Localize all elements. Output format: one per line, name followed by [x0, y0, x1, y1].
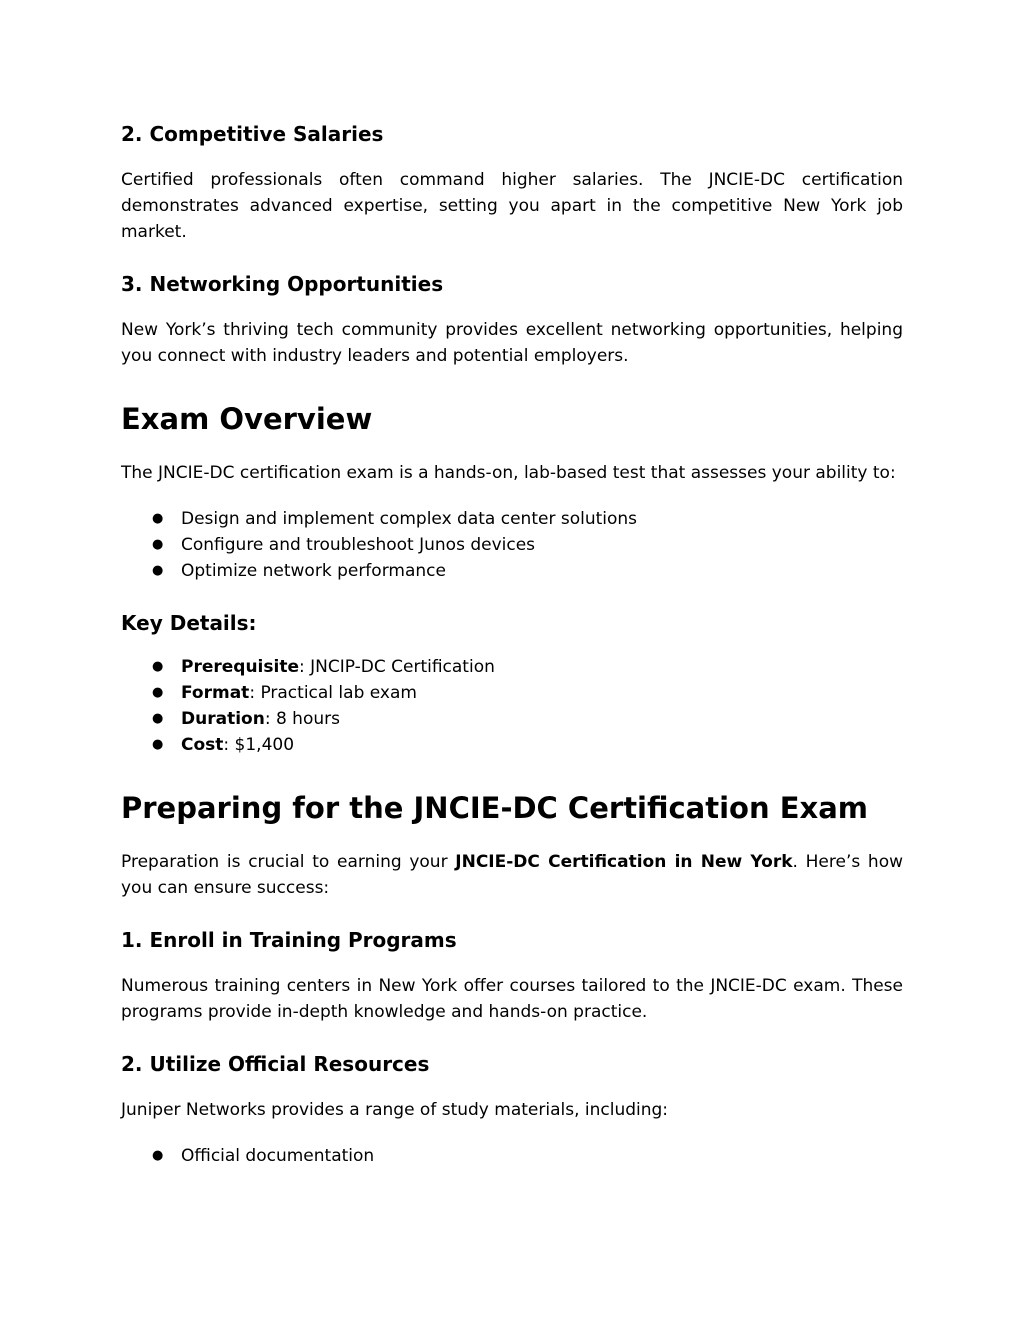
- detail-label: Cost: [181, 735, 224, 755]
- list-item: [121, 654, 903, 680]
- bullet-icon: ●: [152, 537, 164, 552]
- paragraph-official-resources: Juniper Networks provides a range of study materials, including:: [121, 1100, 669, 1120]
- bullet-icon: ●: [152, 685, 164, 700]
- detail-value: : $1,400: [223, 735, 295, 755]
- heading-enroll-training: 1. Enroll in Training Programs: [121, 928, 457, 952]
- detail-label: Duration: [181, 709, 265, 729]
- detail-label: Format: [181, 683, 250, 703]
- exam-overview-list: [121, 506, 903, 584]
- resources-list: [121, 1143, 903, 1169]
- bullet-icon: ●: [152, 563, 164, 578]
- detail-value: : JNCIP-DC Certification: [299, 657, 495, 677]
- key-details-list: [121, 654, 903, 758]
- heading-preparing-exam: Preparing for the JNCIE-DC Certification Exam: [121, 791, 869, 825]
- heading-official-resources: 2. Utilize Official Resources: [121, 1052, 430, 1076]
- paragraph-networking-opportunities: New York’s thriving tech community provides excellent networking opportunities, helping you connect with industry leaders and potential employers.: [121, 320, 903, 366]
- list-item: [121, 706, 903, 732]
- bullet-icon: ●: [152, 737, 164, 752]
- list-item: ● Configure and troubleshoot Junos devices: [121, 532, 903, 558]
- bullet-icon: ●: [152, 1148, 164, 1163]
- paragraph-exam-overview-intro: The JNCIE-DC certification exam is a hands-on, lab-based test that assesses your ability to:: [121, 463, 896, 483]
- list-item: [121, 732, 903, 758]
- list-item: ● Design and implement complex data center solutions: [121, 506, 903, 532]
- paragraph-competitive-salaries: Certified professionals often command higher salaries. The JNCIE-DC certification demonstrates advanced expertise, setting you apart in the competitive New York job market.: [121, 170, 903, 242]
- bullet-icon: ●: [152, 511, 164, 526]
- heading-networking-opportunities: 3. Networking Opportunities: [121, 272, 444, 296]
- list-item: ● Optimize network performance: [121, 558, 903, 584]
- list-item: ● Official documentation: [121, 1143, 903, 1169]
- heading-exam-overview: Exam Overview: [121, 402, 373, 436]
- paragraph-preparing-intro: Preparation is crucial to earning your JNCIE-DC Certification in New York. Here’s how you can ensure success:: [121, 852, 904, 898]
- document-page: [121, 118, 903, 1169]
- paragraph-enroll-training: Numerous training centers in New York offer courses tailored to the JNCIE-DC exam. These programs provide in-depth knowledge and hands-on practice.: [121, 976, 903, 1022]
- heading-competitive-salaries: 2. Competitive Salaries: [121, 122, 384, 146]
- bullet-icon: ●: [152, 711, 164, 726]
- heading-key-details: Key Details:: [121, 611, 257, 635]
- bullet-icon: ●: [152, 659, 164, 674]
- detail-value: : 8 hours: [264, 709, 340, 729]
- detail-value: : Practical lab exam: [249, 683, 417, 703]
- list-item: [121, 680, 903, 706]
- highlight-text: JNCIE-DC Certification in New York: [455, 852, 793, 872]
- detail-label: Prerequisite: [181, 657, 299, 677]
